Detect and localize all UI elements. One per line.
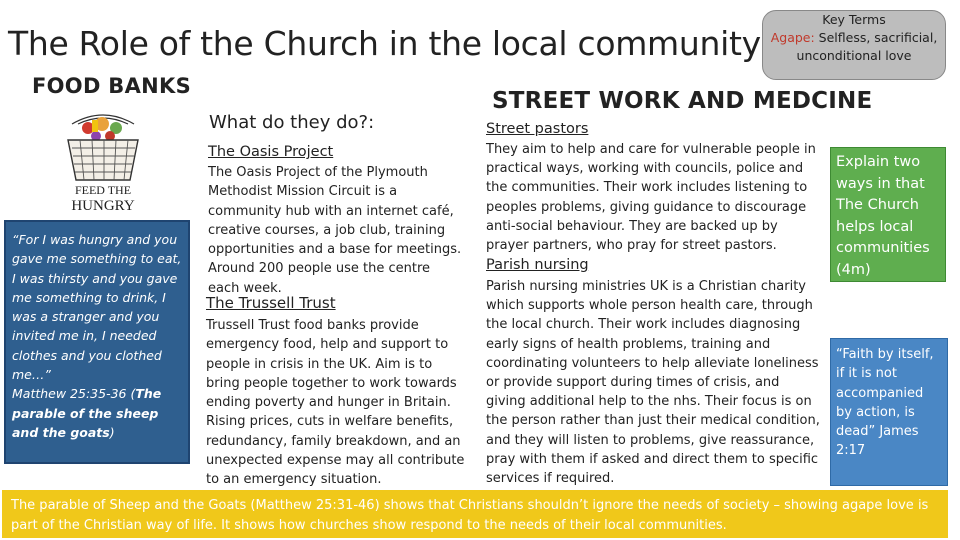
oasis-project-title: The Oasis Project — [208, 144, 334, 160]
parish-nursing-title: Parish nursing — [486, 257, 589, 273]
food-banks-heading: FOOD BANKS — [32, 74, 192, 98]
quote-reference-end: ) — [109, 424, 115, 440]
quote-reference: Matthew 25:35-36 ( — [12, 386, 136, 402]
parable-banner: The parable of Sheep and the Goats (Matthew 25:31-46) shows that Christians shouldn’t ignore the needs of society – showing agape love is part of the Christian way of life. It shows how churches show respond to the needs of their local communities. — [2, 490, 948, 538]
key-term-text: Selfless, sacrificial, unconditional love — [796, 30, 938, 63]
trussell-trust-title: The Trussell Trust — [206, 294, 336, 312]
key-term-agape: Agape: — [770, 30, 815, 45]
street-pastors-text: They aim to help and care for vulnerable people in practical ways, working with councils, police and the communities. Their work includes listening to peoples problems, giving guidance to discourage anti-social behaviour. They are backed up by prayer partners, who pray for street pastors. — [486, 142, 816, 254]
parish-nursing-text: Parish nursing ministries UK is a Christian charity which supports whole person health care, through the local church. Their work includes diagnosing early signs of health problems, training and coordinating volunteers to help alleviate loneliness or provide support during times of crisis, and giving additional help to the nhs. Their focus is on the person rather than just their medical condition, and they will listen to problems, give reassurance, pray with them if asked and direct them to specific services if required. — [486, 279, 820, 487]
street-pastors-title: Street pastors — [486, 121, 589, 137]
feed-the-hungry-logo — [58, 106, 148, 216]
what-do-they-do-heading: What do they do?: — [209, 112, 375, 133]
trussell-trust-text: Trussell Trust food banks provide emergency food, help and support to people in crisis in the UK. Aim is to bring people together to work towards ending poverty and hunger in Britain. Rising prices, cuts in welfare benefits, redundancy, family breakdown, and an unexpected expense may all contribute to an emergency situation. — [206, 318, 465, 488]
basket-icon — [58, 106, 148, 216]
logo-text-feed: FEED THE — [74, 183, 132, 197]
matthew-quote-box — [4, 220, 190, 464]
page-title: The Role of the Church in the local community — [8, 24, 761, 63]
faith-quote-box: “Faith by itself, if it is not accompanied by action, is dead” James 2:17 — [830, 338, 948, 486]
key-term-definition — [763, 29, 945, 65]
street-work-heading: STREET WORK AND MEDCINE — [492, 88, 873, 114]
quote-text: “For I was hungry and you gave me something to eat, I was thirsty and you gave me something to drink, I was a stranger and you invited me in, I needed clothes and you clothed me…” — [12, 232, 182, 383]
quote-reference-title: The parable of the sheep and the goats — [12, 386, 162, 440]
explain-question-box: Explain two ways in that The Church helps local communities (4m) — [830, 147, 946, 282]
key-terms-heading: Key Terms — [822, 12, 886, 27]
oasis-project-text: The Oasis Project of the Plymouth Methodist Mission Circuit is a community hub with an internet café, creative courses, a job club, training opportunities and a base for meetings. Around 200 people use the centre each week. — [208, 165, 462, 296]
logo-text-hungry: HUNGRY — [71, 198, 135, 214]
key-terms-box — [762, 10, 946, 80]
